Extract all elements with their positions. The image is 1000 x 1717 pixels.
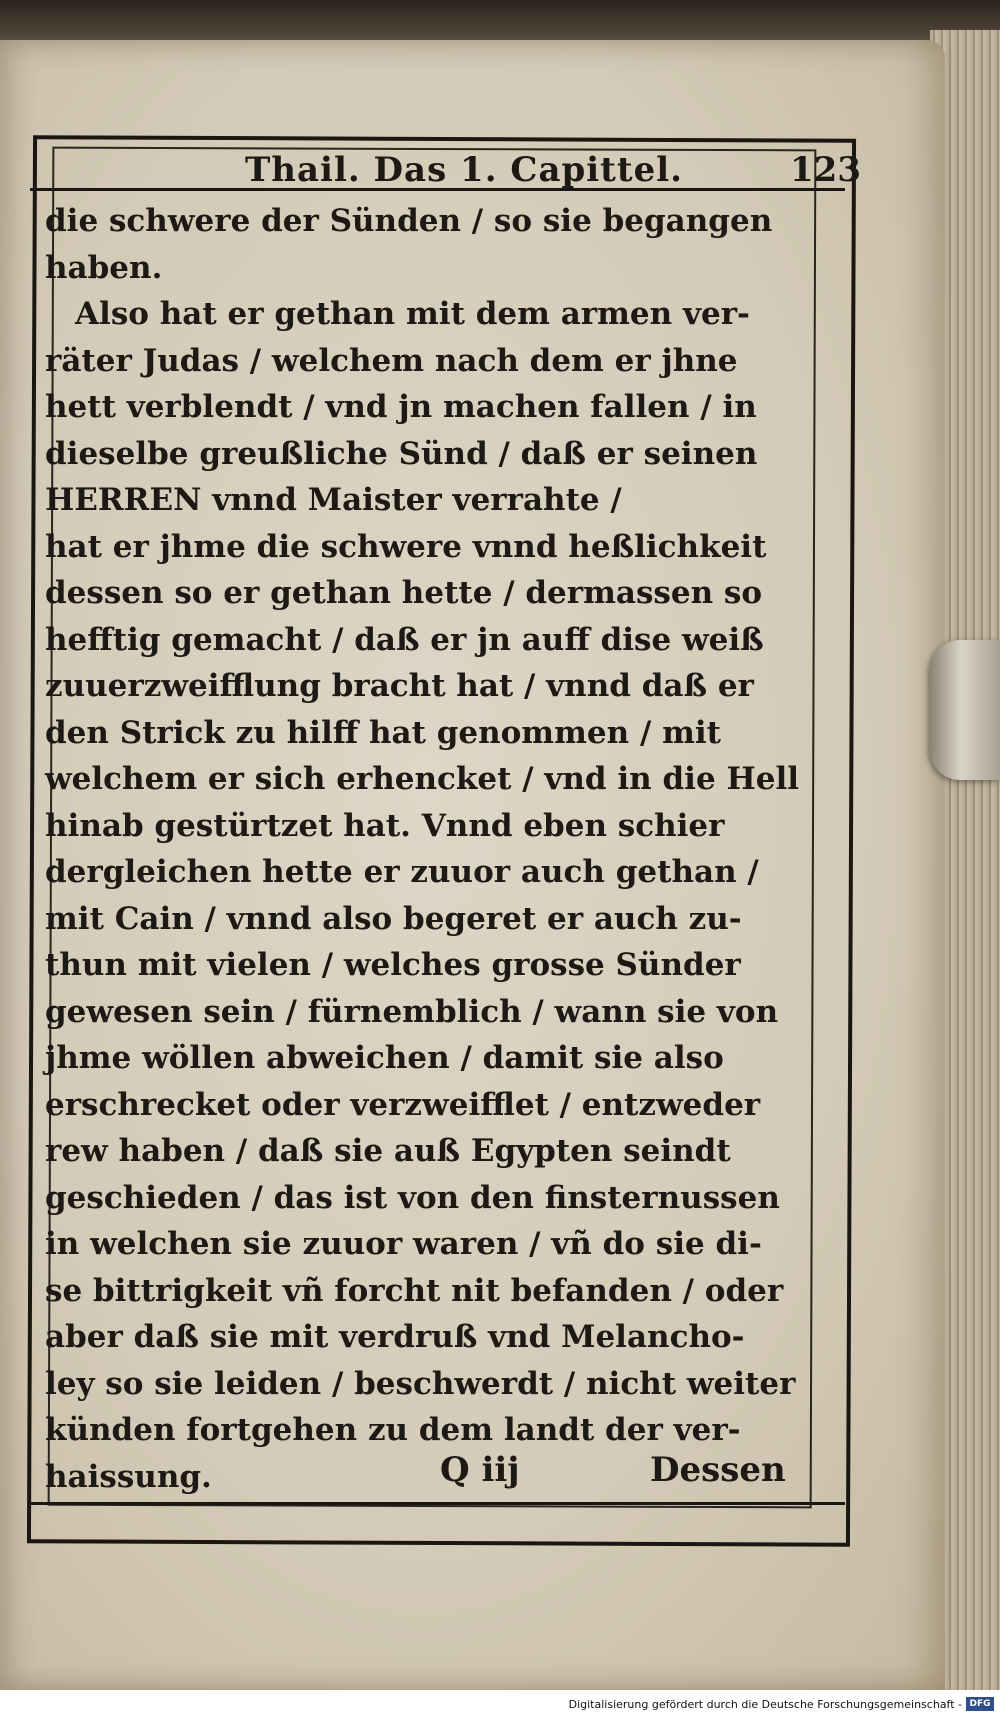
book-clasp [930, 640, 1000, 780]
text-line: welchem er sich erhencket / vnd in die Hell [45, 761, 800, 797]
catchword: Dessen [650, 1450, 786, 1490]
text-line: dieselbe greußliche Sünd / daß er seinen [45, 435, 758, 472]
body-text [45, 198, 800, 1500]
text-line: HERREN vnnd Maister verrahte / [45, 482, 622, 518]
text-line: thun mit vielen / welches grosse Sünder [45, 947, 741, 983]
footer-rule [30, 1502, 845, 1505]
signature-mark: Q iij [440, 1450, 520, 1490]
text-line: zuuerzweifflung bracht hat / vnnd daß er [45, 668, 754, 704]
text-line: haben. [45, 249, 163, 286]
dfg-logo-icon: DFG [966, 1697, 994, 1711]
text-line: räter Judas / welchem nach dem er jhne [45, 342, 738, 379]
text-line: Also hat er gethan mit dem armen ver- [75, 296, 750, 332]
text-line: künden fortgehen zu dem landt der ver- [45, 1412, 741, 1448]
text-line: dessen so er gethan hette / dermassen so [45, 575, 763, 611]
text-line: in welchen sie zuuor waren / vñ do sie di- [45, 1226, 762, 1262]
text-line: erschrecket oder verzweifflet / entzweder [45, 1086, 761, 1123]
footer-credit: Digitalisierung gefördert durch die Deutsche Forschungsgemeinschaft - [568, 1698, 962, 1711]
running-head: Thail. Das 1. Capittel. [245, 150, 683, 190]
text-line: hett verblendt / vnd jn machen fallen / in [45, 389, 757, 425]
text-line: den Strick zu hilff hat genommen / mit [45, 714, 721, 751]
text-line: haissung. [45, 1458, 212, 1495]
text-line: geschieden / das ist von den finsternussen [45, 1179, 780, 1216]
text-line: se bittrigkeit vñ forcht nit befanden / oder [45, 1272, 784, 1309]
text-line: die schwere der Sünden / so sie begangen [45, 203, 773, 239]
text-line: hinab gestürtzet hat. Vnnd eben schier [45, 807, 725, 844]
page-number: 123 [790, 150, 861, 190]
text-line: aber daß sie mit verdruß vnd Melancho- [45, 1319, 745, 1355]
text-line: gewesen sein / fürnemblich / wann sie von [45, 993, 779, 1030]
text-line: hefftig gemacht / daß er jn auff dise weiß [45, 621, 764, 658]
text-line: ley so sie leiden / beschwerdt / nicht weiter [45, 1365, 796, 1402]
text-line: rew haben / daß sie auß Egypten seindt [45, 1133, 731, 1169]
text-line: jhme wöllen abweichen / damit sie also [45, 1040, 724, 1076]
text-line: dergleichen hette er zuuor auch gethan / [45, 854, 759, 890]
text-line: hat er jhme die schwere vnnd heßlichkeit [45, 528, 767, 565]
text-line: mit Cain / vnnd also begeret er auch zu- [45, 900, 742, 937]
